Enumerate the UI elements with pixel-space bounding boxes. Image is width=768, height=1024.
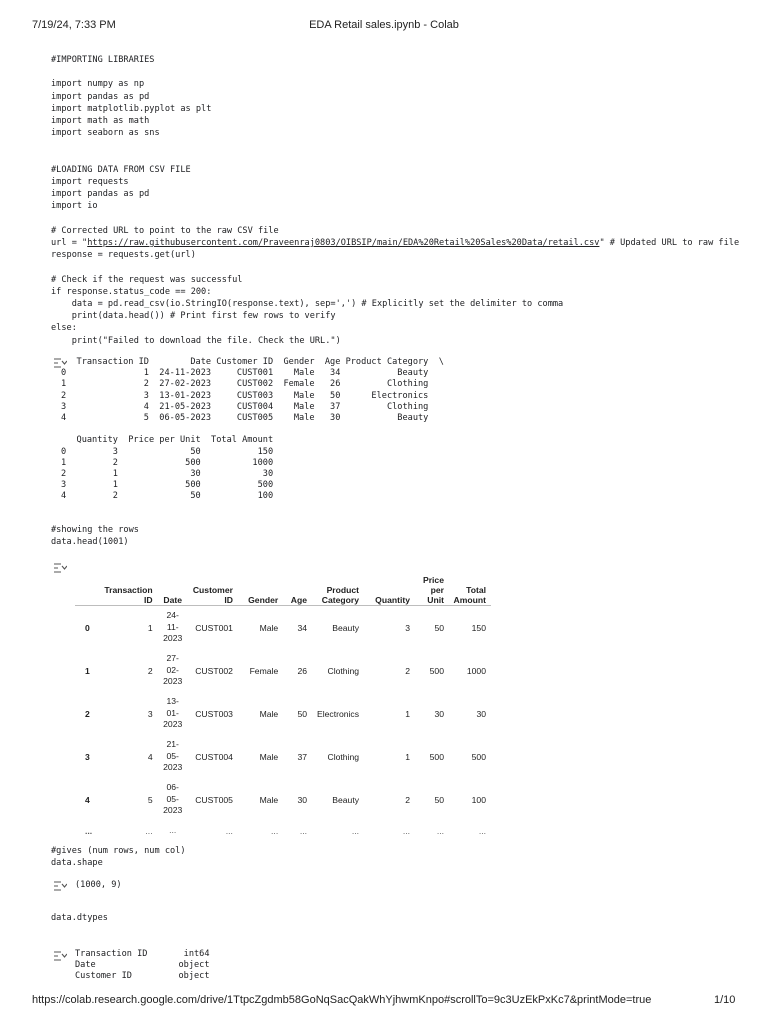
cell-gender: Male <box>259 751 279 762</box>
ellipsis-cell: ... <box>145 826 153 836</box>
ellipsis-cell: ... <box>225 826 233 836</box>
row-index: 0 <box>85 622 90 633</box>
column-header: Customer ID <box>190 563 238 606</box>
cell-product-category: Beauty <box>332 622 360 633</box>
cell-quantity: 1 <box>405 708 410 719</box>
table-row <box>75 778 491 821</box>
output-toggle-icon[interactable] <box>53 881 67 891</box>
ellipsis-cell: ... <box>299 826 308 836</box>
cell-age: 26 <box>297 665 308 676</box>
cell-price-per-unit: 50 <box>434 622 444 633</box>
cell-date: 24- 11- 2023 <box>163 610 183 644</box>
cell-transaction-id: 4 <box>147 751 153 762</box>
cell-output-dtypes: Transaction ID int64 Date object Customer ID object <box>75 949 210 982</box>
cell-total-amount: 30 <box>476 708 486 719</box>
cell-date: 13- 01- 2023 <box>163 696 183 730</box>
cell-total-amount: 1000 <box>466 665 486 676</box>
cell-transaction-id: 1 <box>147 622 153 633</box>
cell-quantity: 2 <box>405 794 410 805</box>
cell-price-per-unit: 30 <box>434 708 444 719</box>
cell-date: 27- 02- 2023 <box>163 653 183 687</box>
column-header: Quantity <box>364 563 415 606</box>
row-index: 1 <box>85 665 90 676</box>
cell-customer-id: CUST002 <box>195 665 233 676</box>
cell-product-category: Clothing <box>327 665 360 676</box>
cell-date: 06- 05- 2023 <box>163 782 183 816</box>
cell-quantity: 1 <box>405 751 410 762</box>
code-cell-shape[interactable]: #gives (num rows, num col) data.shape <box>51 846 186 869</box>
table-body <box>75 606 491 842</box>
code-cell-head[interactable]: #showing the rows data.head(1001) <box>51 525 139 548</box>
ellipsis-cell: ... <box>351 826 360 836</box>
cell-gender: Male <box>259 708 279 719</box>
code-cell-imports[interactable] <box>51 54 739 347</box>
row-index: 3 <box>85 751 90 762</box>
csv-url-link[interactable]: https://raw.githubusercontent.com/Praveenraj0803/OIBSIP/main/EDA%20Retail%20Sales%20Data/retail.csv <box>87 238 600 249</box>
column-header: Date <box>158 563 190 606</box>
print-datetime: 7/19/24, 7:33 PM <box>32 19 116 31</box>
ellipsis-cell: ... <box>85 826 93 836</box>
cell-gender: Male <box>259 794 279 805</box>
column-header: Product Category <box>312 563 364 606</box>
cell-customer-id: CUST001 <box>195 622 233 633</box>
output-toggle-icon[interactable] <box>53 563 67 573</box>
cell-total-amount: 150 <box>471 622 486 633</box>
cell-age: 34 <box>297 622 308 633</box>
code-block: response = requests.get(url) # Check if the request was successful if response.status_code == 200: data = pd.read_csv(io.StringIO(response.text), sep=',') # Explicitly set the delimiter to comma print(data.head()) # Print first few rows to verify else: print("Failed to download the file. Check the URL.") <box>51 250 564 346</box>
row-index: 4 <box>85 794 90 805</box>
table-row <box>75 649 491 692</box>
cell-customer-id: CUST005 <box>195 794 233 805</box>
cell-output-shape: (1000, 9) <box>75 880 122 890</box>
row-index: 2 <box>85 708 90 719</box>
ellipsis-cell: ... <box>169 825 177 836</box>
ellipsis-cell: ... <box>478 826 486 836</box>
page-url: https://colab.research.google.com/drive/1TtpcZgdmb58GoNqSacQakWhYjhwmKnpo#scrollTo=9c3UzEkPxKc7&printMode=true <box>32 994 652 1006</box>
cell-age: 30 <box>297 794 308 805</box>
ellipsis-cell: ... <box>436 826 444 836</box>
cell-transaction-id: 5 <box>147 794 153 805</box>
column-header: Total Amount <box>449 563 491 606</box>
page-number: 1/10 <box>714 994 736 1006</box>
table-row <box>75 606 491 650</box>
column-header: Gender <box>238 563 283 606</box>
cell-quantity: 2 <box>405 665 410 676</box>
column-header: Transaction ID <box>101 563 157 606</box>
dataframe-table <box>75 563 491 841</box>
cell-product-category: Beauty <box>332 794 360 805</box>
cell-gender: Female <box>249 665 279 676</box>
cell-age: 50 <box>297 708 308 719</box>
url-assign: url = " <box>51 238 88 249</box>
cell-price-per-unit: 50 <box>434 794 444 805</box>
column-header <box>75 563 101 606</box>
cell-customer-id: CUST004 <box>195 751 233 762</box>
cell-product-category: Electronics <box>317 708 360 719</box>
code-block: #IMPORTING LIBRARIES import numpy as np import pandas as pd import matplotlib.pyplot as plt import math as math import seaborn as sns #LOADING DATA FROM CSV FILE import requests import pandas as pd import io # Corrected URL to point to the raw CSV file <box>51 55 279 236</box>
page-title: EDA Retail sales.ipynb - Colab <box>309 19 459 31</box>
code-cell-dtypes[interactable]: data.dtypes <box>51 913 108 923</box>
table-row-ellipsis <box>75 821 491 841</box>
cell-gender: Male <box>259 622 279 633</box>
cell-transaction-id: 3 <box>147 708 153 719</box>
ellipsis-cell: ... <box>402 826 410 836</box>
table-header-row <box>75 563 491 606</box>
column-header: Age <box>283 563 312 606</box>
table-row <box>75 735 491 778</box>
cell-price-per-unit: 500 <box>429 751 444 762</box>
output-toggle-icon[interactable] <box>53 951 67 961</box>
cell-price-per-unit: 500 <box>429 665 444 676</box>
cell-product-category: Clothing <box>327 751 360 762</box>
cell-output-head: Transaction ID Date Customer ID Gender Age Product Category \ 0 1 24-11-2023 CUST001 Male 34 Beauty 1 2 27-02-2023 CUST002 Female 26 Clothing 2 3 13-01-2023 CUST003 Male 50 Electronics 3 4 21-05-2023 CUST004 Male 37 Clothing 4 5 06-05-2023 CUST005 Male 30 Beauty Quantity Price per Unit Total Amount 0 3 50 150 1 2 500 1000 2 1 30 30 3 1 500 500 4 2 50 100 <box>61 357 444 502</box>
cell-transaction-id: 2 <box>147 665 153 676</box>
cell-total-amount: 100 <box>471 794 486 805</box>
cell-age: 37 <box>297 751 308 762</box>
cell-total-amount: 500 <box>471 751 486 762</box>
url-comment: " # Updated URL to raw file <box>599 238 740 249</box>
cell-quantity: 3 <box>405 622 410 633</box>
cell-date: 21- 05- 2023 <box>163 739 183 773</box>
table-row <box>75 692 491 735</box>
column-header: Price per Unit <box>415 563 449 606</box>
cell-customer-id: CUST003 <box>195 708 233 719</box>
code-line-url <box>51 238 739 248</box>
ellipsis-cell: ... <box>271 826 279 836</box>
